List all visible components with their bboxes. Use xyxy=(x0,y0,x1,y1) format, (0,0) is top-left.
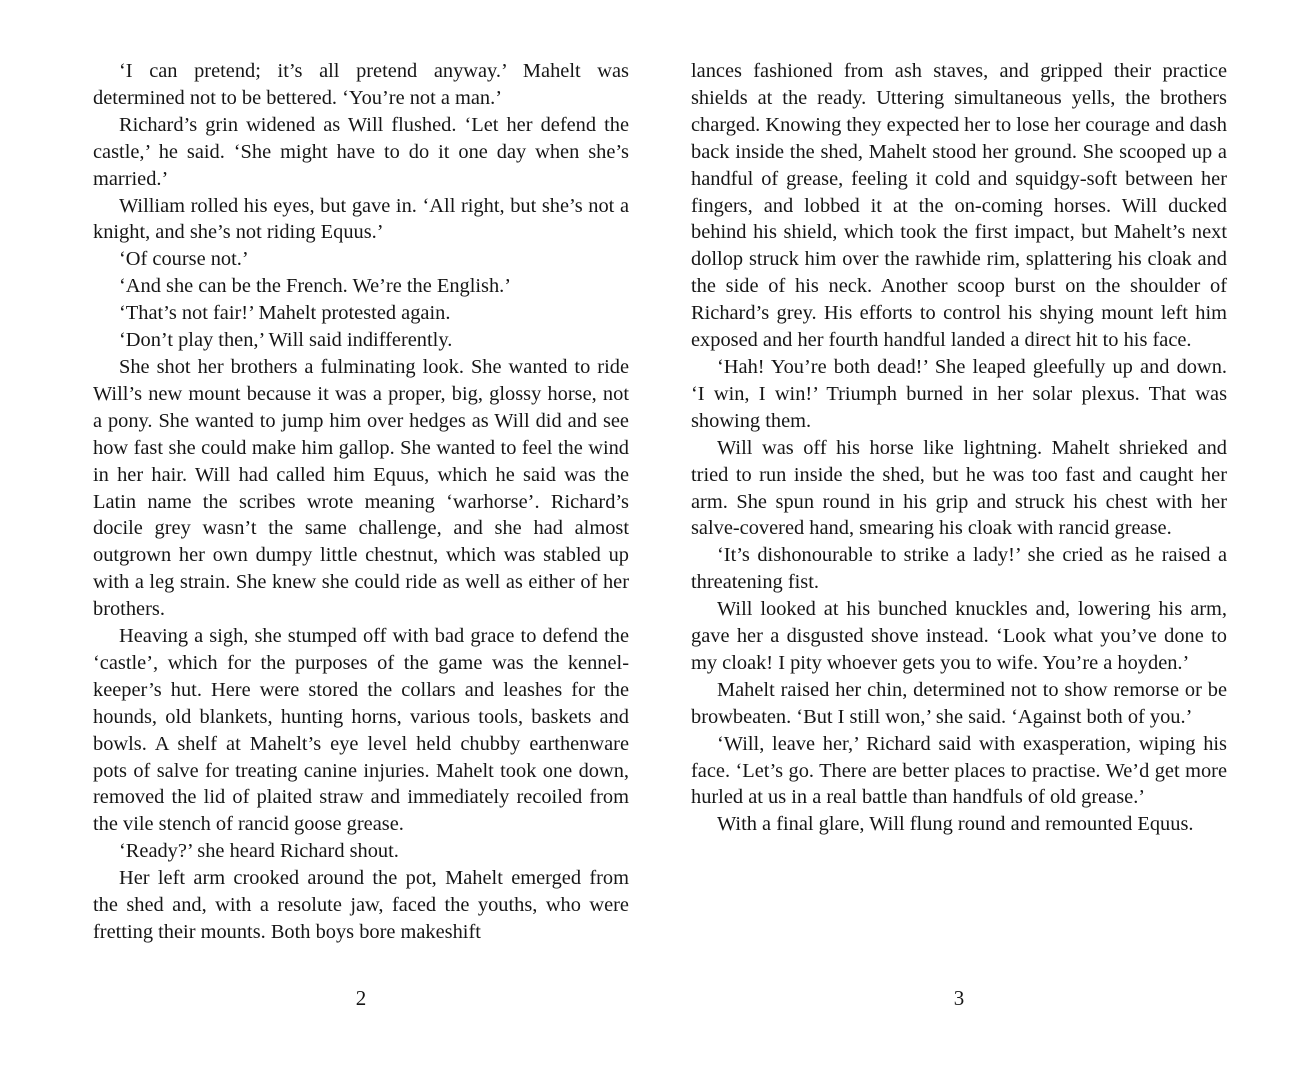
paragraph: William rolled his eyes, but gave in. ‘All right, but she’s not a knight, and she’s not riding Equus.’ xyxy=(93,194,629,244)
paragraph: ‘Will, leave her,’ Richard said with exasperation, wiping his face. ‘Let’s go. There are better places to practise. We’d get more hurled at us in a real battle than handfuls of old grease.’ xyxy=(691,732,1227,809)
paragraph: ‘That’s not fair!’ Mahelt protested again. xyxy=(119,302,451,325)
paragraph: ‘Don’t play then,’ Will said indifferently. xyxy=(119,329,453,352)
page-number-right: 3 xyxy=(953,986,965,1010)
paragraph: ‘Of course not.’ xyxy=(119,248,249,271)
paragraph: Her left arm crooked around the pot, Mahelt emerged from the shed and, with a resolute jaw, faced the youths, who were fretting their mounts. Both boys bore makeshift xyxy=(93,867,629,943)
paragraph: ‘Hah! You’re both dead!’ She leaped gleefully up and down. ‘I win, I win!’ Triumph burned in her solar plexus. That was showing them. xyxy=(691,355,1227,432)
paragraph: With a final glare, Will flung round and remounted Equus. xyxy=(717,813,1194,836)
paragraph: ‘I can pretend; it’s all pretend anyway.’ Mahelt was determined not to be bettered. ‘You’re not a man.’ xyxy=(93,60,629,109)
paragraph-continued: lances fashioned from ash staves, and gripped their practice shields at the ready. Uttering simultaneous yells, the brothers charged. Knowing they expected her to lose her courage and dash back inside the shed, Mahelt stood her ground. She scooped up a handful of grease, feeling it cold and squidgy-soft between her fingers, and lobbed it at the on-coming horses. Will ducked behind his shield, which took the first impact, but Mahelt’s next dollop struck him over the rawhide rim, splattering his cloak and the side of his neck. Another scoop burst on the shoulder of Richard’s grey. His efforts to control his shying mount left him exposed and her fourth handful landed a direct hit to his face. xyxy=(691,60,1227,352)
paragraph: ‘It’s dishonourable to strike a lady!’ she cried as he raised a threatening fist. xyxy=(691,544,1227,594)
paragraph: Richard’s grin widened as Will flushed. ‘Let her defend the castle,’ he said. ‘She might have to do it one day when she’s married.’ xyxy=(93,113,629,190)
paragraph: She shot her brothers a fulminating look. She wanted to ride Will’s new mount because it was a proper, big, glossy horse, not a pony. She wanted to jump him over hedges as Will did and see how fast she could make him gallop. She wanted to feel the wind in her hair. Will had called him Equus, which he said was the Latin name the scribes wrote meaning ‘warhorse’. Richard’s docile grey wasn’t the same challenge, and she had almost outgrown her own dumpy little chestnut, which was stabled up with a leg strain. She knew she could ride as well as either of her brothers. xyxy=(93,355,629,621)
right-page xyxy=(691,58,1227,978)
left-page xyxy=(93,58,629,978)
page-number-left: 2 xyxy=(355,986,367,1010)
paragraph: Mahelt raised her chin, determined not to show remorse or be browbeaten. ‘But I still won,’ she said. ‘Against both of you.’ xyxy=(691,678,1227,728)
paragraph: ‘And she can be the French. We’re the English.’ xyxy=(119,275,512,298)
paragraph: Will looked at his bunched knuckles and, lowering his arm, gave her a disgusted shove instead. ‘Look what you’ve done to my cloak! I pity whoever gets you to wife. You’re a hoyden.’ xyxy=(691,598,1227,674)
paragraph: ‘Ready?’ she heard Richard shout. xyxy=(119,840,399,863)
paragraph: Will was off his horse like lightning. Mahelt shrieked and tried to run inside the shed, but he was too fast and caught her arm. She spun round in his grip and struck his chest with her salve-covered hand, smearing his cloak with rancid grease. xyxy=(691,436,1227,540)
paragraph: Heaving a sigh, she stumped off with bad grace to defend the ‘castle’, which for the purposes of the game was the kennel-keeper’s hut. Here were stored the collars and leashes for the hounds, old blankets, hunting horns, various tools, baskets and bowls. A shelf at Mahelt’s eye level held chubby earthenware pots of salve for treating canine injuries. Mahelt took one down, removed the lid of plaited straw and immediately recoiled from the vile stench of rancid goose grease. xyxy=(93,625,629,836)
